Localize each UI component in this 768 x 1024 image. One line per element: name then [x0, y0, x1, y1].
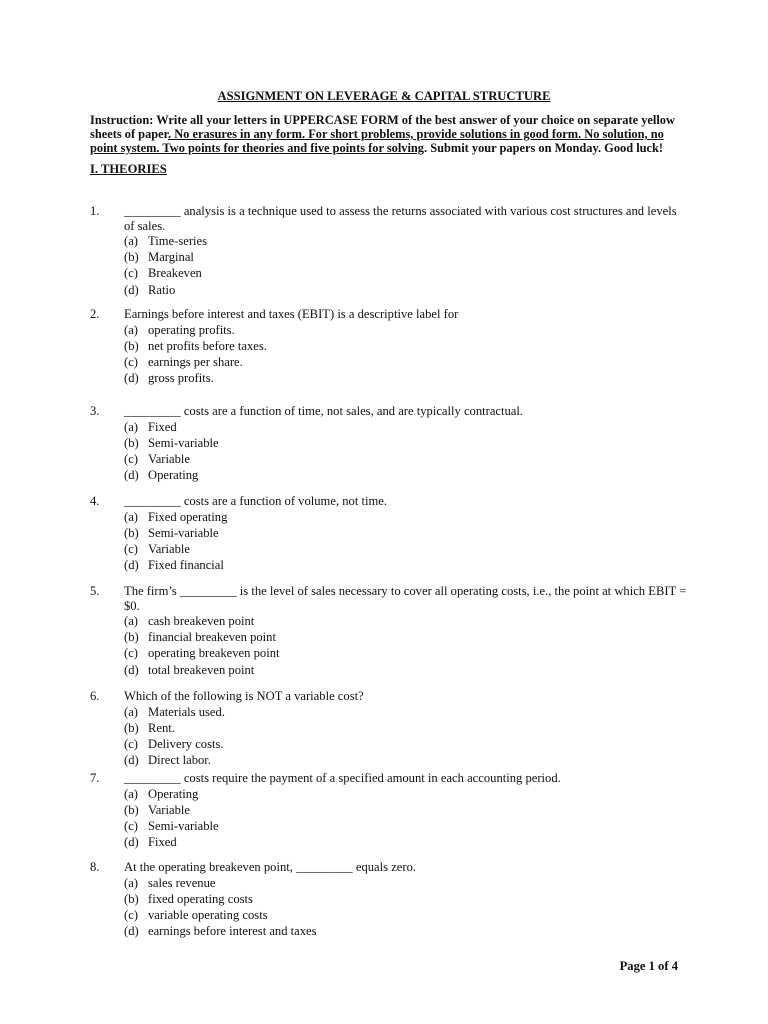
question-7 [90, 771, 690, 850]
option-c [124, 907, 690, 923]
question-8 [90, 860, 690, 939]
question-number: 3. [90, 404, 100, 418]
option-d [124, 662, 690, 678]
instruction-paragraph [90, 113, 690, 155]
option-d [124, 282, 690, 298]
section-heading: I. THEORIES [90, 162, 167, 176]
page-number [620, 959, 678, 974]
option-c [124, 451, 690, 467]
option-b [124, 338, 690, 354]
option-label: (d) [124, 835, 139, 850]
option-text: Fixed [148, 419, 177, 434]
option-a [124, 322, 690, 338]
question-options [124, 322, 690, 387]
question-number: 7. [90, 771, 100, 785]
option-label: (d) [124, 924, 139, 939]
question-options [124, 613, 690, 678]
document-title: ASSIGNMENT ON LEVERAGE & CAPITAL STRUCTURE [217, 89, 551, 103]
question-text: Earnings before interest and taxes (EBIT) is a descriptive label for [124, 307, 459, 321]
option-text: Variable [148, 541, 190, 556]
option-text: gross profits. [148, 371, 214, 386]
question-3 [90, 404, 690, 483]
option-text: operating breakeven point [148, 646, 280, 661]
option-text: Breakeven [148, 266, 202, 281]
option-b [124, 891, 690, 907]
question-text: _________ costs are a function of volume, not time. [124, 494, 388, 508]
option-text: Ratio [148, 282, 176, 297]
question-5 [90, 584, 690, 678]
option-text: financial breakeven point [148, 630, 276, 645]
option-d [124, 467, 690, 483]
question-text: _________ costs are a function of time, not sales, and are typically contractual. [124, 404, 524, 418]
option-b [124, 435, 690, 451]
option-label: (c) [124, 451, 138, 466]
option-text: Time-series [148, 234, 208, 248]
question-number: 2. [90, 307, 100, 321]
option-d [124, 834, 690, 850]
option-text: Operating [148, 468, 199, 483]
option-text: fixed operating costs [148, 891, 253, 906]
question-1 [90, 204, 690, 298]
option-label: (a) [124, 875, 138, 890]
option-a [124, 613, 690, 629]
option-d [124, 923, 690, 939]
option-label: (a) [124, 509, 138, 524]
option-text: Semi-variable [148, 818, 219, 833]
option-label: (c) [124, 646, 138, 661]
option-c [124, 265, 690, 281]
option-label: (b) [124, 720, 139, 735]
question-number: 4. [90, 494, 100, 508]
option-label: (b) [124, 891, 139, 906]
option-text: Fixed operating [148, 509, 228, 524]
option-text: Semi-variable [148, 435, 219, 450]
option-text: earnings before interest and taxes [148, 924, 317, 939]
option-a [124, 233, 690, 249]
option-a [124, 786, 690, 802]
option-label: (a) [124, 614, 138, 628]
option-b [124, 525, 690, 541]
option-label: (a) [124, 704, 138, 719]
option-label: (c) [124, 541, 138, 556]
option-text: Rent. [148, 720, 175, 735]
option-text: Direct labor. [148, 753, 211, 768]
question-options [124, 509, 690, 574]
option-b [124, 249, 690, 265]
option-label: (d) [124, 662, 139, 677]
question-options [124, 704, 690, 769]
page-prefix: Page [619, 959, 649, 973]
question-text: At the operating breakeven point, _________ equals zero. [124, 860, 417, 874]
option-text: sales revenue [148, 875, 216, 890]
question-text: _________ costs require the payment of a specified amount in each accounting period. [124, 771, 561, 785]
option-label: (d) [124, 558, 139, 573]
option-b [124, 720, 690, 736]
option-text: Marginal [148, 250, 194, 265]
option-label: (d) [124, 753, 139, 768]
option-label: (a) [124, 786, 138, 801]
option-text: Variable [148, 451, 190, 466]
option-label: (a) [124, 322, 138, 337]
option-text: net profits before taxes. [148, 338, 267, 353]
question-text: The firm’s _________ is the level of sales necessary to cover all operating costs, i.e., the point at which EBIT = $0. [124, 584, 687, 613]
question-number: 6. [90, 689, 100, 703]
option-text: Materials used. [148, 704, 225, 719]
question-options [124, 786, 690, 851]
question-text: Which of the following is NOT a variable cost? [124, 689, 364, 703]
option-text: Delivery costs. [148, 736, 224, 751]
question-options [124, 875, 690, 940]
option-label: (a) [124, 234, 138, 248]
question-text: _________ analysis is a technique used to assess the returns associated with various cost structures and levels of sales. [124, 204, 677, 233]
option-text: variable operating costs [148, 907, 268, 922]
option-label: (c) [124, 266, 138, 281]
option-a [124, 419, 690, 435]
question-options [124, 233, 690, 298]
option-d [124, 370, 690, 386]
option-text: Fixed financial [148, 558, 224, 573]
option-label: (b) [124, 525, 139, 540]
option-label: (d) [124, 371, 139, 386]
question-number: 8. [90, 860, 100, 874]
option-a [124, 509, 690, 525]
option-a [124, 875, 690, 891]
option-c [124, 541, 690, 557]
option-label: (b) [124, 338, 139, 353]
option-text: Fixed [148, 835, 177, 850]
option-label: (a) [124, 419, 138, 434]
option-d [124, 752, 690, 768]
option-label: (d) [124, 468, 139, 483]
option-a [124, 704, 690, 720]
option-label: (d) [124, 282, 139, 297]
option-text: operating profits. [148, 322, 235, 337]
option-c [124, 354, 690, 370]
option-text: Operating [148, 786, 199, 801]
question-4 [90, 494, 690, 573]
option-label: (b) [124, 435, 139, 450]
option-d [124, 557, 690, 573]
option-label: (b) [124, 250, 139, 265]
page-current: 1 [648, 959, 655, 973]
option-label: (c) [124, 818, 138, 833]
instruction-part-1: Instruction: Write all your letters in UPPERCASE FORM of the best answer of your choice on separate yellow sheets of paper [90, 113, 675, 141]
question-2 [90, 307, 690, 386]
question-6 [90, 689, 690, 768]
option-text: total breakeven point [148, 662, 255, 677]
option-c [124, 645, 690, 661]
page-of: of [654, 959, 672, 973]
option-c [124, 736, 690, 752]
option-label: (b) [124, 630, 139, 645]
option-b [124, 629, 690, 645]
option-text: cash breakeven point [148, 614, 255, 628]
option-label: (c) [124, 907, 138, 922]
option-c [124, 818, 690, 834]
question-number: 1. [90, 204, 100, 218]
option-b [124, 802, 690, 818]
instruction-part-2-underlined: . No erasures in any form. For short problems, provide solutions in good form. No solution, no point system. Two points for theories and five points for solving [90, 127, 664, 155]
option-label: (c) [124, 354, 138, 369]
option-text: Semi-variable [148, 525, 219, 540]
option-label: (c) [124, 736, 138, 751]
option-text: earnings per share. [148, 354, 243, 369]
instruction-part-3: . Submit your papers on Monday. Good luck! [424, 141, 664, 155]
page-total: 4 [671, 959, 678, 973]
option-text: Variable [148, 802, 190, 817]
question-number: 5. [90, 584, 100, 598]
question-options [124, 419, 690, 484]
option-label: (b) [124, 802, 139, 817]
